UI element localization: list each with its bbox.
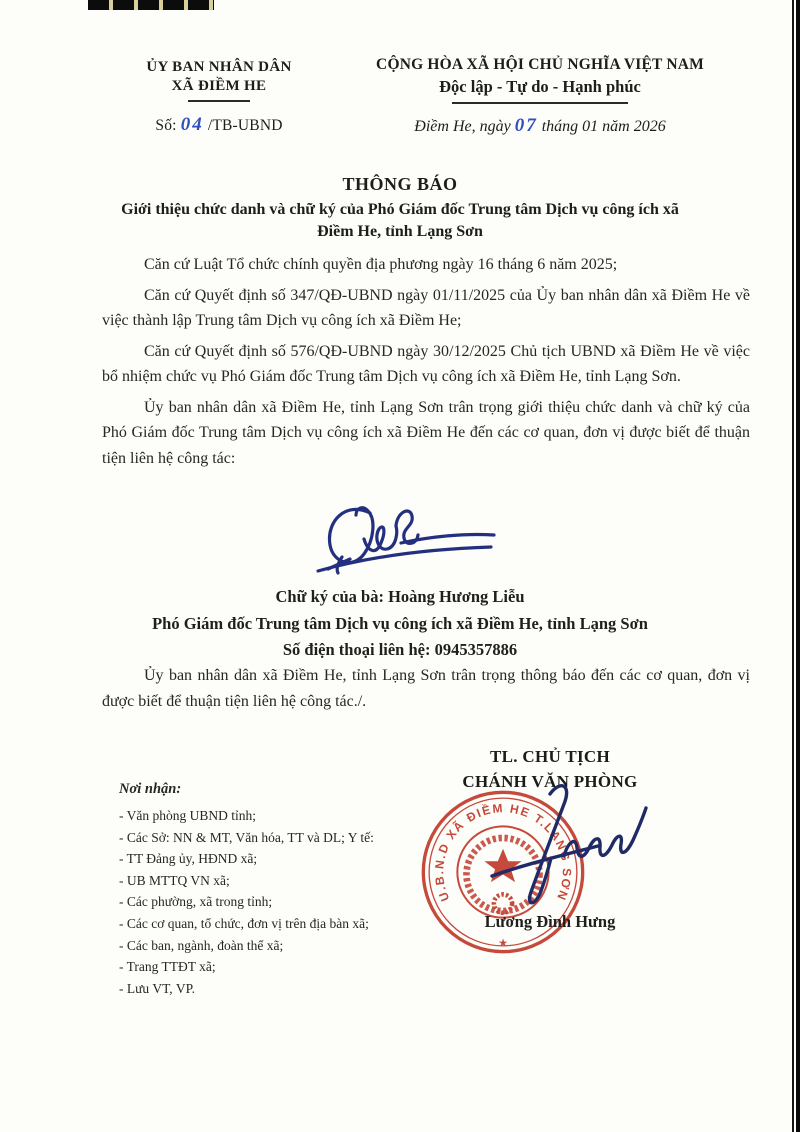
recipient-item: - Lưu VT, VP.	[119, 980, 195, 996]
closing-paragraph: Ủy ban nhân dân xã Điềm He, tỉnh Lạng Sơn trân trọng thông báo đến các cơ quan, đơn vị được biết để thuận tiện liên hệ công tác./.	[102, 667, 750, 710]
signing-position: CHÁNH VĂN PHÒNG	[462, 772, 638, 791]
document-subtitle: Giới thiệu chức danh và chữ ký của Phó Giám đốc Trung tâm Dịch vụ công ích xã Điềm He, tỉnh Lạng Sơn	[121, 201, 679, 240]
signing-authority: TL. CHỦ TỊCH	[490, 747, 610, 766]
recipient-item: - Các ban, ngành, đoàn thể xã;	[119, 937, 284, 953]
recipients-block	[119, 781, 449, 999]
recipients-label: Nơi nhận:	[119, 781, 182, 797]
specimen-phone: Số điện thoại liên hệ: 0945357886	[282, 640, 518, 659]
motto-underline	[452, 102, 628, 104]
recipient-item: - UB MTTQ VN xã;	[119, 872, 230, 888]
seal-bottom-star-icon: ★	[498, 937, 508, 950]
title-block	[0, 174, 800, 243]
body-text	[102, 252, 750, 476]
paragraph: Căn cứ Luật Tổ chức chính quyền địa phương ngày 16 tháng 6 năm 2025;	[144, 256, 618, 273]
signer-signature	[478, 778, 653, 908]
dateline-rest: tháng 01 năm 2026	[541, 118, 666, 135]
recipient-item: - Các phường, xã trong tỉnh;	[119, 894, 273, 910]
dateline-day-handwritten: 07	[514, 115, 538, 136]
document-number-suffix: /TB-UBND	[207, 117, 283, 134]
dateline	[340, 115, 740, 137]
paragraph: Ủy ban nhân dân xã Điềm He, tỉnh Lạng Sơn trân trọng giới thiệu chức danh và chữ ký của Phó Giám đốc Trung tâm Dịch vụ công ích xã Điềm He đến các cơ quan, đơn vị được biết để thuận tiện liên hệ công tác:	[102, 398, 750, 467]
specimen-position: Phó Giám đốc Trung tâm Dịch vụ công ích xã Điềm He, tỉnh Lạng Sơn	[152, 613, 648, 633]
recipient-item: - Các cơ quan, tổ chức, đơn vị trên địa bàn xã;	[119, 915, 369, 931]
issuer-name-line2: XÃ ĐIỀM HE	[171, 78, 267, 94]
issuer-block	[105, 58, 333, 135]
specimen-signature	[298, 498, 498, 580]
scan-artifact-right-line	[792, 0, 794, 1132]
recipient-item: - Trang TTĐT xã;	[119, 959, 216, 975]
specimen-signature-label: Chữ ký của bà: Hoàng Hương Liễu	[275, 587, 525, 606]
document-title: THÔNG BÁO	[342, 174, 458, 194]
document-number	[105, 115, 333, 135]
national-motto: Độc lập - Tự do - Hạnh phúc	[439, 77, 641, 96]
recipient-item: - Văn phòng UBND tỉnh;	[119, 808, 256, 823]
paragraph: Căn cứ Quyết định số 347/QĐ-UBND ngày 01/11/2025 của Ủy ban nhân dân xã Điềm He về việc thành lập Trung tâm Dịch vụ công ích xã Điềm He;	[102, 286, 750, 329]
specimen-block	[0, 584, 800, 664]
recipient-item: - Các Sở: NN & MT, Văn hóa, TT và DL; Y tế:	[119, 829, 374, 845]
dateline-place: Điềm He, ngày	[414, 118, 511, 135]
paragraph: Căn cứ Quyết định số 576/QĐ-UBND ngày 30/12/2025 Chủ tịch UBND xã Điềm He về việc bổ nhiệm chức vụ Phó Giám đốc Trung tâm Dịch vụ công ích xã Điềm He, tỉnh Lạng Sơn.	[102, 342, 750, 385]
scan-artifact-top-bar	[88, 0, 214, 10]
issuer-name-line1: ỦY BAN NHÂN DÂN	[146, 59, 292, 75]
document-number-prefix: Số:	[155, 117, 177, 134]
recipient-item: - TT Đảng ủy, HĐND xã;	[119, 851, 258, 867]
document-number-handwritten: 04	[180, 114, 204, 135]
signer-name: Lương Đình Hưng	[484, 912, 616, 931]
issuer-underline	[188, 100, 250, 102]
seal-arc-text: U.B.N.D XÃ ĐIỀM HE T.LẠNG SƠN	[432, 801, 574, 904]
scan-artifact-right-edge	[796, 0, 800, 1132]
national-header-block	[340, 56, 740, 137]
national-header-line1: CỘNG HÒA XÃ HỘI CHỦ NGHĨA VIỆT NAM	[376, 56, 704, 73]
